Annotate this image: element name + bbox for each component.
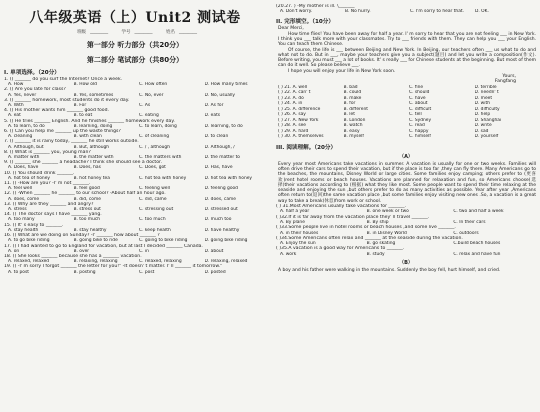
option: A. matter with [8, 155, 40, 161]
option: D. feeling good [204, 186, 238, 192]
option: A. relaxed, relaxed [8, 259, 50, 265]
question-number: 13. ( [4, 201, 15, 207]
option: A. Yes, never [8, 92, 37, 98]
cloze-option: C. about [409, 101, 428, 107]
option: B. How old [73, 82, 97, 88]
cloze-option: C. himself [409, 134, 431, 140]
option: A. hot tea of honey [8, 175, 50, 181]
option: C. of cleaning [139, 134, 170, 140]
question-text: ) _______ do you surf the Internet? Once a week. [11, 77, 123, 82]
question-text: ) She looks _______ because she has a _______ vacation. [14, 253, 142, 259]
option: C. eating [139, 113, 159, 119]
option: B. No hurry. [345, 9, 371, 15]
cloze-option: D. yourself [474, 134, 499, 140]
option: C. stressing out [139, 207, 174, 213]
letter-signer: Fangfang [494, 79, 516, 85]
number-label: 学号 ________ [121, 30, 153, 35]
option: B. Yes, sometimes [73, 92, 114, 98]
option: D. stressed out [204, 207, 238, 213]
option: D. the matter to [204, 155, 240, 161]
multiple-choice-list [0, 77, 270, 275]
option: B. For [73, 103, 87, 109]
cloze-row [278, 134, 540, 140]
cloze-option: C. fine [409, 84, 424, 90]
question-number: 6. ( [4, 129, 12, 135]
option: C. Does, got [139, 165, 166, 171]
cloze-option: D. terrible [474, 84, 497, 90]
option: A. on [8, 248, 20, 254]
cloze-options-table [278, 85, 540, 140]
question-text: ) _______ it is rainy today, _______ he still works outside. [11, 139, 139, 145]
cloze-option: ( ) 22. A. can' t [278, 90, 311, 96]
option: B. one week or two [366, 209, 409, 215]
question-number: 15. ( [4, 222, 15, 228]
cloze-option: D. with [474, 101, 490, 107]
question-text: ) Can you help me _______ up the waste things? [11, 129, 121, 135]
option: C. As [139, 103, 151, 109]
cloze-option: B. watch [343, 123, 363, 129]
option: D. much too [204, 217, 232, 223]
option: D. As for [204, 103, 224, 109]
cloze-option: ( ) 21. A. well [278, 84, 308, 90]
question-options [8, 270, 270, 275]
option: A. work [280, 251, 297, 257]
option: B. going bike to ride [73, 238, 118, 244]
reading-questions [272, 204, 540, 257]
question-text: ) He tries _______ English. And he finishes _______ homework every day. [11, 118, 175, 124]
question-number: 17. ( [4, 243, 15, 249]
reading-options [280, 252, 540, 257]
cloze-option: ( ) 29. A. hard [278, 128, 309, 134]
passage-b-text: A boy and his father were walking in the mountains. Suddenly the boy fell, hurt himself, and cried. [278, 268, 501, 274]
option: D. have healthy [204, 227, 240, 233]
question-number: 19. ( [4, 264, 15, 270]
left-column [0, 0, 270, 275]
option: C. going to bike riding [139, 238, 188, 244]
question-number: 2. ( [4, 87, 12, 93]
option: C. keep health [139, 227, 171, 233]
option: C. / , although [139, 144, 170, 150]
question-number: 8. ( [4, 149, 12, 155]
question-text: ) The doctor says I have _______ yang. [14, 212, 102, 218]
cloze-option: D. Shanghai [474, 117, 502, 123]
cloze-option: D. difficulty [474, 106, 500, 112]
cloze-option: ( ) 24. A. in [278, 101, 303, 107]
option: A. With [8, 103, 24, 109]
question-number: 7. ( [4, 139, 12, 145]
class-label: 班级 ________ [77, 30, 109, 35]
cloze-option: D. meet [474, 95, 493, 101]
option: B. stay healthy [73, 227, 107, 233]
option: A. stress [8, 207, 27, 213]
cloze-option: B. let [343, 112, 355, 118]
cloze-option: B. bad [343, 84, 358, 90]
cloze-option: C. read [409, 123, 425, 129]
cloze-option: D. write [474, 123, 492, 129]
option: A. cleaning [8, 134, 33, 140]
option: B. feel good [73, 186, 100, 192]
option: C. too much [139, 217, 166, 223]
reading-question: ( )34.Some Americans often relax and _______ at the seaside during the vacation. [276, 235, 463, 241]
right-column [272, 0, 540, 273]
cloze-option: ( ) 23. A. do [278, 95, 304, 101]
option: C. did, came [139, 196, 167, 202]
cloze-option: C. difficult [409, 106, 432, 112]
passage-a-text: Every year most Americans take vacations in summer. A vacation is usually for one or two weeks. Families will often drive their cars to spend their vacation, but if the place is too far ,they can fly there. Many Americans go to the beaches, the mountains, Disney World or large cities. Some families enjoy camping; others prefer to (更喜欢)rent hotel rooms or beach houses. Vacations are planned for relaxation and fun, so Americans choose(选择)their vacations according to (根据) what they like most. Some people want to spend their time relaxing at the seaside and enjoying the sun ,but others prefer to do as many activities as possible. Year after year ,Americans often return to(返回)the same vacation place ,but some families enjoy visiting new ones .So, a vacation is a great way to take a break(休息)from work or school. [278, 161, 536, 204]
cloze-option: ( ) 25. A. difference [278, 106, 321, 112]
question-text: ) -I' m sorry I forgot _______ the letter for you!" -It doesn' t matter. I' ll _______ it tomorrow." [14, 264, 223, 270]
option: B. stress out [73, 207, 101, 213]
cloze-option: D. help [474, 112, 491, 118]
option: A. half a year [280, 209, 310, 215]
option: C. No, ever [139, 92, 164, 98]
option: B. hot honey tea [73, 175, 110, 181]
cloze-option: C. should [409, 90, 430, 96]
question-text: ) It' s easy to _______. [14, 222, 64, 228]
cloze-option: D. needn' t [474, 90, 499, 96]
cloze-option: B. different [343, 106, 368, 112]
question-text: ) _______ she _______ a headache? I think she should see a doctor. [11, 160, 162, 166]
option: C. feeling well [139, 186, 170, 192]
question-number: 9. ( [4, 160, 12, 166]
cloze-option: C. happy [409, 128, 429, 134]
option: C. hot tea with honey [139, 175, 187, 181]
question-number: 16. ( [4, 233, 15, 239]
option: B. go skating [366, 241, 396, 247]
option: D. does, came [204, 196, 237, 202]
option: D. eats [204, 113, 221, 119]
exam-title: 八年级英语（上）Unit2 测试卷 [29, 10, 241, 26]
option: B. By ship [366, 219, 389, 225]
part-one-heading: 第一部分 听力部分（共20分） [86, 41, 184, 49]
option: C. two and half a week [453, 209, 504, 215]
question-number: 3. ( [4, 97, 12, 103]
letter-salutation: Dear Merci, [278, 26, 304, 32]
cloze-option: C. have [409, 95, 426, 101]
option: C. How often [139, 82, 168, 88]
cloze-option: B. could [343, 90, 362, 96]
option: B. too much [73, 217, 101, 223]
passage-b-title: （B） [399, 260, 413, 267]
question-20-options [280, 9, 540, 14]
question-text: ) -How are you? -I' m not _______. [14, 181, 91, 187]
option: A. does, come [8, 196, 40, 202]
option: A. Does, have [8, 165, 39, 171]
option: A. feel well [8, 186, 33, 192]
section-one-heading: I. 单项选择。（20分） [4, 70, 60, 76]
reading-question: ( )32.If it is far away from the vacation place they' ll travel _______. [276, 214, 430, 220]
option: B. the matter with [73, 155, 114, 161]
option: B. learning, doing [73, 123, 113, 129]
option: A. Don't worry. [280, 9, 313, 15]
question-text: ) What is _______ you, young man? [11, 149, 91, 155]
option: B. But, although [73, 144, 110, 150]
option: A. to go bike riding [8, 238, 50, 244]
cloze-option: ( ) 26. A. say [278, 112, 306, 118]
option: A. stay health [8, 227, 39, 233]
question-text: ) What are we doing on Sunday? -I' _______ how about _______ ? [14, 233, 160, 239]
option: D. to clean [204, 134, 229, 140]
reading-question: ( )35.A vacation is a good way for Americans to _______. [276, 246, 405, 252]
question-text: ) Why are they _______ and angry? [14, 201, 94, 207]
option: A. to post [8, 269, 30, 275]
question-number: 5. ( [4, 118, 12, 124]
option: B. study [366, 251, 385, 257]
option: B. in Disney World [366, 230, 407, 236]
cloze-option: C. tell [409, 112, 422, 118]
cloze-option: B. easy [343, 128, 360, 134]
cloze-option: B. for [343, 101, 356, 107]
option: D. posted [204, 269, 226, 275]
option: B. over [73, 248, 90, 254]
letter-paragraph: I hope you will enjoy your life in New York soon. [288, 68, 396, 74]
option: C. in [139, 248, 149, 254]
option: C. In their cars [453, 219, 486, 225]
option: A. Enjoy the sun [280, 241, 316, 247]
option: D. about [204, 248, 224, 254]
reading-question: ( )33.Some people live in hotel rooms or beach houses ,and some live _______. [276, 225, 456, 231]
option: C. outdoors [453, 230, 479, 236]
question-number: 1. ( [4, 77, 12, 82]
option: B. posting [73, 269, 96, 275]
option: C. post [139, 269, 155, 275]
question-number: 12. ( [4, 191, 15, 197]
option: B. with clean [73, 134, 102, 140]
option: A. eat [8, 113, 21, 119]
cloze-option: ( ) 28. A. see [278, 123, 307, 129]
option: B. to eat [73, 113, 93, 119]
option: C. I'm sorry to hear that. [410, 9, 465, 15]
option: A. too many [8, 217, 35, 223]
section-two-heading: II. 完形填空。（10分） [276, 19, 334, 26]
question-number: 10. ( [4, 170, 15, 176]
cloze-option: D. sad [474, 128, 489, 134]
option: D. relaxing, relaxed [204, 259, 248, 265]
option: D. Has, have [204, 165, 233, 171]
letter-paragraph: How time flies! You have been away for half a year. I' m sorry to hear that you are not feeling ___ in New York. I think you ___ talk more with your classmates. Try to ___ friends with them. They can help you ___ your English. You can teach them Chinese. [278, 31, 536, 48]
cloze-option: B. myself [343, 134, 364, 140]
question-text: ) You should drink _______. [14, 170, 75, 176]
option: C. to learn, doing [139, 123, 177, 129]
question-number: 18. ( [4, 253, 15, 259]
question-20: (20.27. ) -My mother is ill. \_______ [276, 4, 355, 9]
cloze-option: C. Sydney [409, 117, 432, 123]
option: D. going bike riding [204, 238, 248, 244]
section-three-heading: III. 阅读理解。（20分） [276, 144, 337, 151]
option: A. in their houses [280, 230, 319, 236]
option: D. How many times [204, 82, 248, 88]
passage-a-title: （A） [399, 153, 413, 160]
option: C. the matters with [139, 155, 182, 161]
option: B. did, come [73, 196, 101, 202]
option: B. relaxing, relaxing [73, 259, 118, 265]
option: A. Although, but [8, 144, 44, 150]
option: D. learning, to do [204, 123, 243, 129]
question-text: ) _______ homework, most students do it every day. [11, 97, 130, 103]
option: A. to learn, to do [8, 123, 45, 129]
option: C. relaxed, relaxing [139, 259, 182, 265]
option: C.build beach houses [453, 241, 501, 247]
question-text: ) Are you late for class? [11, 87, 66, 93]
option: D. OK. [475, 9, 489, 15]
name-label: 姓名 ________ [165, 30, 197, 35]
letter-closing: Yours, [502, 74, 516, 80]
question-number: 14. ( [4, 212, 15, 218]
cloze-option: B. London [343, 117, 366, 123]
option: B. Does, has [73, 165, 101, 171]
option: D. No, usually [204, 92, 236, 98]
reading-options [280, 209, 540, 214]
question-text: ) -When _______ he _______ to our school? -About half an hour ago. [14, 191, 166, 197]
option: A. By plane [280, 219, 305, 225]
option: A. How [8, 82, 24, 88]
cloze-option: ( ) 27. A. New York [278, 117, 319, 123]
letter-paragraph: Of course, the life is ___ between Beijing and New York. In Beijing, our teachers often ___ us what to do and what not to do. But in ___, maybe your teachers give you a subject(题目) and let you write a composition(作文). Before writing, you must ___ a lot of books. It' s really ___ for Chinese students at the beginning. But most of them can do it well. So please believe ___. [278, 47, 536, 69]
reading-question: ( ) 31.Most Americans usually take vacations for _______. [276, 204, 406, 210]
option: D. hot tea with honey [204, 175, 253, 181]
part-two-heading: 第二部分 笔试部分（共80分） [86, 56, 184, 64]
option: C. relax and have fun [453, 251, 501, 257]
question-number: 4. ( [4, 108, 12, 114]
question-number: 11. ( [4, 181, 15, 187]
cloze-option: B. make [343, 95, 362, 101]
letter-body [272, 32, 540, 74]
question-text: ) His mother wants him _______ good food. [11, 108, 109, 114]
option: D. Although, / [204, 144, 235, 150]
cloze-option: ( ) 30. A. themselves [278, 134, 324, 140]
student-info-line [0, 29, 270, 35]
question-text: ) I had wanted to go to England for vacation, but at last I decided _______ Canada. [14, 243, 203, 249]
